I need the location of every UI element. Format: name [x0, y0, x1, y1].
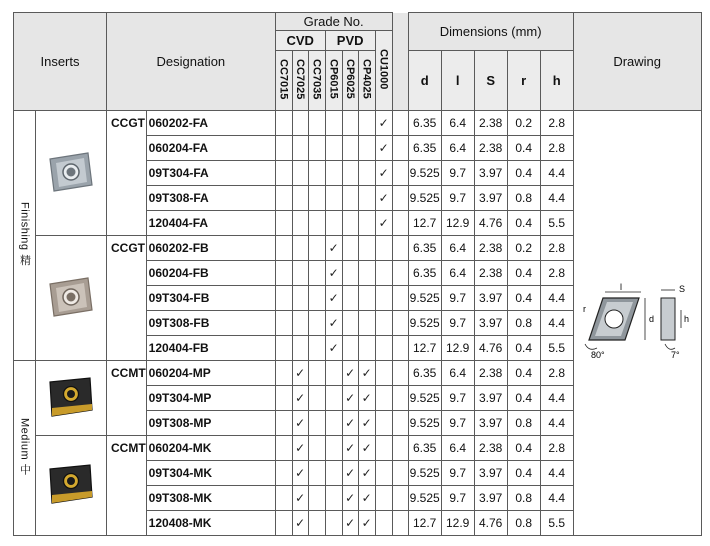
dim-d-cell: 6.35	[408, 136, 441, 161]
grade-cell-cc7025: ✓	[292, 436, 308, 461]
grade-spacer-cell	[392, 461, 408, 486]
grade-cell-cu1000	[375, 361, 392, 386]
grade-cell-cp4025	[358, 336, 375, 361]
dim-r-cell: 0.8	[507, 186, 540, 211]
designation-cell: 120404-FB	[146, 336, 275, 361]
grade-cell-cp6015	[325, 211, 342, 236]
grade-cell-cc7015	[275, 186, 292, 211]
grade-cell-cu1000	[375, 286, 392, 311]
designation-prefix: CCGT	[107, 236, 147, 361]
grade-spacer-cell	[392, 211, 408, 236]
category-cell	[14, 111, 36, 361]
table-body	[14, 111, 702, 536]
insert-image	[46, 274, 96, 320]
grade-cell-cp6025: ✓	[342, 386, 358, 411]
grade-cell-cp6025: ✓	[342, 411, 358, 436]
dim-s-header: S	[474, 51, 507, 111]
dim-d-cell: 12.7	[408, 336, 441, 361]
dim-h-cell: 4.4	[540, 411, 573, 436]
dim-l-cell: 6.4	[441, 236, 474, 261]
grade-cell-cp4025	[358, 111, 375, 136]
grade-cell-cc7035	[308, 286, 325, 311]
grade-cell-cc7035	[308, 411, 325, 436]
dim-d-cell: 12.7	[408, 211, 441, 236]
dim-l-cell: 9.7	[441, 311, 474, 336]
dim-h-cell: 2.8	[540, 136, 573, 161]
grade-label: CU1000	[377, 48, 390, 90]
grade-cell-cc7015	[275, 486, 292, 511]
grade-label: CC7025	[294, 58, 307, 100]
cvd-header: CVD	[275, 31, 325, 51]
dim-r-cell: 0.8	[507, 411, 540, 436]
grade-cell-cc7015	[275, 286, 292, 311]
dim-r-cell: 0.8	[507, 486, 540, 511]
insert-hole	[605, 310, 623, 328]
dim-s-cell: 3.97	[474, 311, 507, 336]
dim-l-cell: 9.7	[441, 186, 474, 211]
designation-cell: 060202-FB	[146, 236, 275, 261]
insert-image-cell	[36, 361, 107, 436]
grade-cell-cp6015	[325, 136, 342, 161]
dim-s-cell: 2.38	[474, 261, 507, 286]
designation-prefix: CCGT	[107, 111, 147, 236]
dim-s-cell: 3.97	[474, 411, 507, 436]
insert-drawing	[575, 282, 699, 362]
designation-cell: 09T308-FB	[146, 311, 275, 336]
grade-spacer-cell	[392, 261, 408, 286]
angle-arc-80	[585, 344, 597, 349]
dim-r-cell: 0.4	[507, 461, 540, 486]
grade-cell-cp4025: ✓	[358, 386, 375, 411]
grade-spacer-cell	[392, 236, 408, 261]
grade-cell-cp6025: ✓	[342, 461, 358, 486]
drawing-cell	[573, 111, 701, 536]
dim-l-cell: 9.7	[441, 161, 474, 186]
designation-cell: 060202-FA	[146, 111, 275, 136]
grade-cell-cp4025	[358, 161, 375, 186]
dim-r-cell: 0.2	[507, 111, 540, 136]
dim-l-cell: 12.9	[441, 336, 474, 361]
grade-cell-cp6015: ✓	[325, 261, 342, 286]
designation-cell: 09T304-MK	[146, 461, 275, 486]
designation-cell: 060204-MK	[146, 436, 275, 461]
dim-h-cell: 5.5	[540, 511, 573, 536]
grade-cp6015-header	[325, 51, 342, 111]
dim-l-cell: 9.7	[441, 486, 474, 511]
grade-cell-cp6015	[325, 461, 342, 486]
dim-r-cell: 0.4	[507, 161, 540, 186]
dim-r-cell: 0.4	[507, 136, 540, 161]
dim-h-cell: 4.4	[540, 186, 573, 211]
grade-cell-cc7035	[308, 461, 325, 486]
grade-cell-cu1000	[375, 436, 392, 461]
dim-r-cell: 0.4	[507, 436, 540, 461]
grade-cell-cc7035	[308, 111, 325, 136]
designation-cell: 060204-MP	[146, 361, 275, 386]
grade-cell-cp4025: ✓	[358, 411, 375, 436]
grade-cell-cp6015: ✓	[325, 311, 342, 336]
grade-cell-cp4025: ✓	[358, 511, 375, 536]
dim-s-cell: 3.97	[474, 161, 507, 186]
dim-r-cell: 0.4	[507, 261, 540, 286]
grade-cell-cc7025: ✓	[292, 386, 308, 411]
grade-spacer-cell	[392, 136, 408, 161]
grade-cell-cc7015	[275, 261, 292, 286]
grade-cell-cu1000: ✓	[375, 111, 392, 136]
dim-d-header: d	[408, 51, 441, 111]
dim-h-cell: 2.8	[540, 111, 573, 136]
grade-spacer-cell	[392, 511, 408, 536]
grade-cell-cu1000	[375, 511, 392, 536]
grade-cell-cc7015	[275, 411, 292, 436]
grade-cell-cc7015	[275, 211, 292, 236]
grade-cell-cc7025	[292, 136, 308, 161]
dim-h-cell: 2.8	[540, 436, 573, 461]
grade-spacer-cell	[392, 386, 408, 411]
designation-cell: 09T308-MK	[146, 486, 275, 511]
grade-cell-cc7015	[275, 361, 292, 386]
grade-cell-cp6015	[325, 486, 342, 511]
grade-cell-cc7035	[308, 211, 325, 236]
dim-h-cell: 4.4	[540, 286, 573, 311]
dim-s-cell: 4.76	[474, 336, 507, 361]
designation-cell: 09T308-MP	[146, 411, 275, 436]
grade-cell-cp6025	[342, 136, 358, 161]
grade-cell-cc7035	[308, 261, 325, 286]
drawing-label-s: S	[679, 283, 686, 294]
grade-cell-cc7015	[275, 111, 292, 136]
grade-spacer-cell	[392, 486, 408, 511]
grade-cell-cp6025	[342, 286, 358, 311]
grade-cell-cc7025	[292, 286, 308, 311]
grade-cell-cp4025	[358, 261, 375, 286]
grade-cell-cp6015	[325, 386, 342, 411]
grade-spacer-cell	[392, 111, 408, 136]
dim-d-cell: 6.35	[408, 436, 441, 461]
dim-s-cell: 4.76	[474, 211, 507, 236]
grade-cell-cu1000: ✓	[375, 136, 392, 161]
grade-cell-cp6025	[342, 161, 358, 186]
grade-cell-cc7015	[275, 236, 292, 261]
grade-cell-cp6025: ✓	[342, 511, 358, 536]
grade-cell-cp6015	[325, 161, 342, 186]
dim-h-cell: 4.4	[540, 161, 573, 186]
grade-spacer-cell	[392, 336, 408, 361]
grade-cell-cp6015: ✓	[325, 336, 342, 361]
dim-l-cell: 6.4	[441, 361, 474, 386]
grade-cell-cc7025: ✓	[292, 411, 308, 436]
grade-cell-cc7025	[292, 111, 308, 136]
insert-image	[46, 149, 96, 195]
category-label: Medium 中	[18, 417, 31, 476]
dim-r-cell: 0.4	[507, 286, 540, 311]
designation-cell: 060204-FB	[146, 261, 275, 286]
designation-cell: 09T304-MP	[146, 386, 275, 411]
dim-d-cell: 6.35	[408, 236, 441, 261]
grade-cell-cc7035	[308, 236, 325, 261]
insert-grade-table	[13, 12, 702, 536]
designation-cell: 060204-FA	[146, 136, 275, 161]
dim-r-cell: 0.4	[507, 211, 540, 236]
grade-cell-cc7015	[275, 136, 292, 161]
dim-d-cell: 9.525	[408, 311, 441, 336]
grade-cell-cc7035	[308, 336, 325, 361]
dim-l-cell: 6.4	[441, 436, 474, 461]
dim-h-cell: 4.4	[540, 311, 573, 336]
drawing-header: Drawing	[573, 13, 701, 111]
dim-s-cell: 2.38	[474, 111, 507, 136]
grade-cell-cp6025	[342, 261, 358, 286]
grade-spacer	[392, 13, 408, 111]
grade-cell-cc7015	[275, 461, 292, 486]
grade-cell-cc7025	[292, 211, 308, 236]
designation-cell: 09T304-FB	[146, 286, 275, 311]
dim-h-cell: 2.8	[540, 361, 573, 386]
dim-l-cell: 6.4	[441, 261, 474, 286]
designation-prefix: CCMT	[107, 361, 147, 436]
grade-cell-cp4025	[358, 186, 375, 211]
grade-cell-cc7035	[308, 361, 325, 386]
grade-cell-cp4025	[358, 136, 375, 161]
grade-cell-cu1000	[375, 461, 392, 486]
grade-cell-cp6025	[342, 111, 358, 136]
dim-s-cell: 3.97	[474, 286, 507, 311]
grade-cell-cu1000	[375, 486, 392, 511]
dim-r-cell: 0.8	[507, 511, 540, 536]
dim-s-cell: 2.38	[474, 436, 507, 461]
dim-h-cell: 5.5	[540, 336, 573, 361]
dim-h-cell: 2.8	[540, 261, 573, 286]
grade-cell-cp6015	[325, 436, 342, 461]
dim-l-cell: 6.4	[441, 111, 474, 136]
drawing-label-l: l	[620, 281, 623, 292]
grade-spacer-cell	[392, 361, 408, 386]
grade-cell-cc7015	[275, 161, 292, 186]
grade-cell-cu1000: ✓	[375, 211, 392, 236]
grade-cell-cu1000	[375, 411, 392, 436]
grade-cell-cc7035	[308, 136, 325, 161]
grade-cell-cp4025: ✓	[358, 361, 375, 386]
grade-cell-cu1000	[375, 386, 392, 411]
dim-h-cell: 5.5	[540, 211, 573, 236]
grade-spacer-cell	[392, 411, 408, 436]
dim-r-cell: 0.8	[507, 311, 540, 336]
insert-image-cell	[36, 436, 107, 536]
dim-d-cell: 9.525	[408, 486, 441, 511]
dim-r-cell: 0.4	[507, 386, 540, 411]
grade-cell-cc7025	[292, 161, 308, 186]
insert-side-view	[661, 298, 675, 340]
grade-cell-cc7025: ✓	[292, 511, 308, 536]
grade-cell-cc7025	[292, 186, 308, 211]
grade-cell-cp6025	[342, 236, 358, 261]
grade-cell-cu1000	[375, 336, 392, 361]
grade-cell-cc7035	[308, 311, 325, 336]
dim-h-header: h	[540, 51, 573, 111]
drawing-label-d: d	[649, 313, 655, 324]
dim-d-cell: 9.525	[408, 186, 441, 211]
grade-cell-cp4025	[358, 311, 375, 336]
dim-d-cell: 12.7	[408, 511, 441, 536]
grade-spacer-cell	[392, 311, 408, 336]
grade-cell-cu1000	[375, 311, 392, 336]
grade-cell-cc7015	[275, 336, 292, 361]
dim-s-cell: 3.97	[474, 186, 507, 211]
dim-l-cell: 12.9	[441, 211, 474, 236]
grade-cell-cu1000: ✓	[375, 161, 392, 186]
grade-label: CP6025	[344, 59, 357, 99]
grade-cp4025-header	[358, 51, 375, 111]
grade-cell-cc7025: ✓	[292, 361, 308, 386]
dim-r-header: r	[507, 51, 540, 111]
grade-cell-cp4025	[358, 286, 375, 311]
grade-cell-cu1000	[375, 236, 392, 261]
dim-s-cell: 3.97	[474, 461, 507, 486]
dim-d-cell: 9.525	[408, 161, 441, 186]
grade-cell-cc7035	[308, 186, 325, 211]
inserts-header: Inserts	[14, 13, 107, 111]
grade-cell-cp4025: ✓	[358, 436, 375, 461]
grade-cell-cc7035	[308, 436, 325, 461]
dim-s-cell: 2.38	[474, 236, 507, 261]
drawing-label-h: h	[684, 313, 690, 324]
grade-cell-cp4025	[358, 211, 375, 236]
dim-l-cell: 9.7	[441, 386, 474, 411]
grade-cell-cc7025	[292, 336, 308, 361]
dim-d-cell: 9.525	[408, 411, 441, 436]
dim-r-cell: 0.2	[507, 236, 540, 261]
dim-s-cell: 2.38	[474, 136, 507, 161]
grade-cell-cp4025: ✓	[358, 486, 375, 511]
grade-cell-cp6015	[325, 186, 342, 211]
drawing-label-angle1: 80°	[591, 349, 605, 360]
grade-cell-cp6025	[342, 211, 358, 236]
grade-cell-cp6025	[342, 311, 358, 336]
dim-l-cell: 9.7	[441, 461, 474, 486]
grade-cell-cp6015	[325, 111, 342, 136]
dim-d-cell: 6.35	[408, 361, 441, 386]
grade-cell-cp6025: ✓	[342, 361, 358, 386]
dim-l-cell: 6.4	[441, 136, 474, 161]
table-row	[14, 111, 702, 136]
grade-cell-cc7025: ✓	[292, 486, 308, 511]
dim-r-cell: 0.4	[507, 361, 540, 386]
product-table-wrapper	[13, 12, 702, 536]
grade-cell-cc7025: ✓	[292, 461, 308, 486]
grade-cell-cc7015	[275, 511, 292, 536]
dim-d-cell: 9.525	[408, 286, 441, 311]
grade-cell-cp6015	[325, 361, 342, 386]
dim-h-cell: 4.4	[540, 386, 573, 411]
dim-s-cell: 4.76	[474, 511, 507, 536]
grade-cell-cp6025: ✓	[342, 436, 358, 461]
dim-h-cell: 2.8	[540, 236, 573, 261]
grade-spacer-cell	[392, 161, 408, 186]
insert-image	[46, 461, 96, 507]
grade-cell-cp6025: ✓	[342, 486, 358, 511]
pvd-header: PVD	[325, 31, 375, 51]
dim-d-cell: 9.525	[408, 386, 441, 411]
dim-s-cell: 3.97	[474, 486, 507, 511]
designation-header: Designation	[107, 13, 276, 111]
category-cell	[14, 361, 36, 536]
grade-cell-cc7035	[308, 511, 325, 536]
grade-cc7025-header	[292, 51, 308, 111]
designation-cell: 120408-MK	[146, 511, 275, 536]
grade-cell-cc7025	[292, 311, 308, 336]
dim-r-cell: 0.4	[507, 336, 540, 361]
designation-cell: 09T308-FA	[146, 186, 275, 211]
grade-label: CP4025	[360, 59, 373, 99]
dim-l-cell: 9.7	[441, 411, 474, 436]
grade-cell-cc7025	[292, 236, 308, 261]
grade-cell-cc7035	[308, 161, 325, 186]
dim-s-cell: 2.38	[474, 361, 507, 386]
dim-h-cell: 4.4	[540, 461, 573, 486]
grade-cell-cp6025	[342, 186, 358, 211]
insert-image	[46, 374, 96, 420]
grade-cell-cc7035	[308, 386, 325, 411]
grade-no-header: Grade No.	[275, 13, 392, 31]
grade-cell-cp6015	[325, 511, 342, 536]
dim-l-header: l	[441, 51, 474, 111]
grade-cell-cc7015	[275, 386, 292, 411]
grade-cell-cu1000: ✓	[375, 186, 392, 211]
dim-l-cell: 9.7	[441, 286, 474, 311]
grade-cp6025-header	[342, 51, 358, 111]
category-label: Finishing 精	[18, 202, 31, 266]
grade-cc7035-header	[308, 51, 325, 111]
designation-cell: 120404-FA	[146, 211, 275, 236]
grade-cc7015-header	[275, 51, 292, 111]
designation-prefix: CCMT	[107, 436, 147, 536]
grade-cell-cc7035	[308, 486, 325, 511]
drawing-label-angle2: 7°	[671, 349, 680, 360]
grade-cell-cp6015	[325, 411, 342, 436]
dim-d-cell: 6.35	[408, 261, 441, 286]
grade-cell-cp4025	[358, 236, 375, 261]
grade-cell-cp6015: ✓	[325, 236, 342, 261]
grade-cell-cc7015	[275, 311, 292, 336]
dim-s-cell: 3.97	[474, 386, 507, 411]
grade-cu1000-header	[375, 31, 392, 111]
grade-spacer-cell	[392, 436, 408, 461]
grade-cell-cu1000	[375, 261, 392, 286]
dim-h-cell: 4.4	[540, 486, 573, 511]
grade-label: CC7015	[277, 58, 290, 100]
grade-cell-cc7025	[292, 261, 308, 286]
insert-image-cell	[36, 111, 107, 236]
grade-cell-cp4025: ✓	[358, 461, 375, 486]
grade-cell-cc7015	[275, 436, 292, 461]
angle-arc-7	[665, 344, 675, 349]
grade-cell-cp6015: ✓	[325, 286, 342, 311]
grade-spacer-cell	[392, 186, 408, 211]
grade-spacer-cell	[392, 286, 408, 311]
dim-l-cell: 12.9	[441, 511, 474, 536]
grade-label: CP6015	[327, 59, 340, 99]
grade-cell-cp6025	[342, 336, 358, 361]
designation-cell: 09T304-FA	[146, 161, 275, 186]
insert-image-cell	[36, 236, 107, 361]
dim-d-cell: 9.525	[408, 461, 441, 486]
grade-label: CC7035	[310, 58, 323, 100]
drawing-label-r: r	[583, 303, 587, 314]
dimensions-header: Dimensions (mm)	[408, 13, 573, 51]
dim-d-cell: 6.35	[408, 111, 441, 136]
